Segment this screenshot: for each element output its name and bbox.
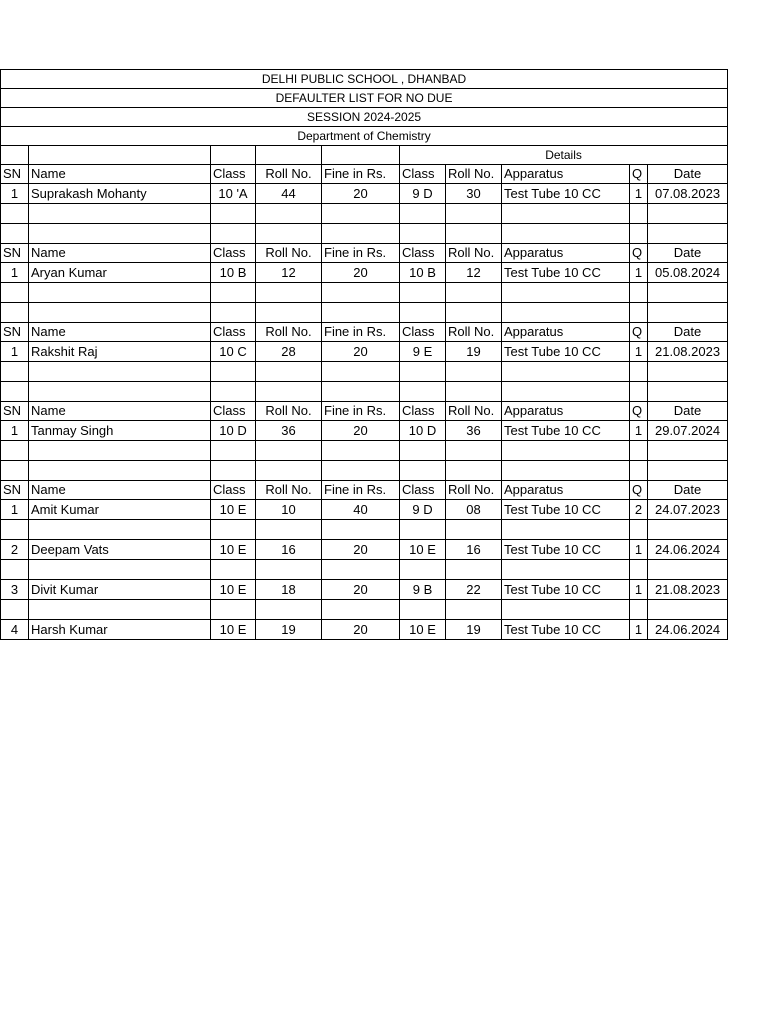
empty-cell [322,441,400,461]
column-header-row [1,402,728,421]
cell-name: Tanmay Singh [29,421,211,441]
cell-q: 1 [630,184,648,204]
empty-cell [648,560,728,580]
empty-cell [1,303,29,323]
empty-cell [322,461,400,481]
empty-cell [446,283,502,303]
column-header-date: Date [648,323,728,342]
cell-roll: 18 [256,580,322,600]
empty-cell [400,224,446,244]
cell-q: 1 [630,580,648,600]
empty-cell [630,600,648,620]
list-title: DEFAULTER LIST FOR NO DUE [1,89,728,108]
column-header-apparatus: Apparatus [502,165,630,184]
empty-cell [648,461,728,481]
empty-cell [322,560,400,580]
cell-roll2: 22 [446,580,502,600]
empty-cell [400,441,446,461]
blank-row [1,560,728,580]
empty-cell [630,520,648,540]
empty-cell [322,362,400,382]
cell-q: 2 [630,500,648,520]
empty-cell [1,204,29,224]
cell-date: 24.07.2023 [648,500,728,520]
cell-class2: 9 D [400,500,446,520]
cell-fine: 20 [322,580,400,600]
cell-name: Rakshit Raj [29,342,211,362]
column-header-name: Name [29,244,211,263]
table-row [1,540,728,560]
empty-cell [648,382,728,402]
empty-cell [211,461,256,481]
cell-roll2: 36 [446,421,502,441]
department-title: Department of Chemistry [1,127,728,146]
blank-row [1,224,728,244]
empty-cell [29,224,211,244]
empty-cell [322,146,400,165]
empty-cell [29,600,211,620]
cell-apparatus: Test Tube 10 CC [502,342,630,362]
cell-apparatus: Test Tube 10 CC [502,580,630,600]
column-header-class2: Class [400,402,446,421]
empty-cell [648,520,728,540]
empty-cell [211,441,256,461]
empty-cell [630,382,648,402]
empty-cell [446,520,502,540]
empty-cell [256,362,322,382]
column-header-roll: Roll No. [256,165,322,184]
cell-date: 24.06.2024 [648,620,728,640]
empty-cell [211,224,256,244]
column-header-fine: Fine in Rs. [322,402,400,421]
column-header-roll2: Roll No. [446,481,502,500]
column-header-date: Date [648,402,728,421]
cell-roll2: 19 [446,342,502,362]
column-header-row [1,481,728,500]
cell-date: 07.08.2023 [648,184,728,204]
empty-cell [29,441,211,461]
cell-fine: 40 [322,500,400,520]
cell-roll: 44 [256,184,322,204]
column-header-class: Class [211,244,256,263]
empty-cell [322,204,400,224]
cell-roll2: 19 [446,620,502,640]
cell-fine: 20 [322,620,400,640]
empty-cell [1,461,29,481]
cell-class2: 10 B [400,263,446,283]
cell-class: 10 E [211,620,256,640]
cell-sn: 4 [1,620,29,640]
column-header-row [1,165,728,184]
cell-date: 05.08.2024 [648,263,728,283]
cell-roll: 10 [256,500,322,520]
empty-cell [29,303,211,323]
column-header-class2: Class [400,481,446,500]
empty-cell [211,303,256,323]
cell-class2: 10 E [400,540,446,560]
empty-cell [502,461,630,481]
school-title: DELHI PUBLIC SCHOOL , DHANBAD [1,70,728,89]
empty-cell [256,146,322,165]
cell-name: Deepam Vats [29,540,211,560]
empty-cell [400,204,446,224]
column-header-name: Name [29,402,211,421]
empty-cell [630,461,648,481]
empty-cell [648,224,728,244]
blank-row [1,303,728,323]
empty-cell [29,362,211,382]
cell-name: Aryan Kumar [29,263,211,283]
cell-class: 10 E [211,500,256,520]
column-header-row [1,323,728,342]
cell-fine: 20 [322,540,400,560]
empty-cell [211,600,256,620]
empty-cell [630,560,648,580]
empty-cell [648,600,728,620]
empty-cell [630,303,648,323]
empty-cell [211,362,256,382]
column-header-roll: Roll No. [256,323,322,342]
empty-cell [256,520,322,540]
cell-class: 10 'A [211,184,256,204]
empty-cell [400,362,446,382]
empty-cell [256,461,322,481]
cell-class2: 10 E [400,620,446,640]
column-header-fine: Fine in Rs. [322,244,400,263]
empty-cell [256,560,322,580]
empty-cell [502,224,630,244]
column-header-q: Q [630,481,648,500]
empty-cell [630,224,648,244]
cell-date: 24.06.2024 [648,540,728,560]
cell-q: 1 [630,540,648,560]
column-header-roll: Roll No. [256,244,322,263]
table-row [1,620,728,640]
cell-class: 10 C [211,342,256,362]
column-header-name: Name [29,323,211,342]
cell-class: 10 B [211,263,256,283]
empty-cell [400,600,446,620]
cell-class: 10 E [211,580,256,600]
cell-q: 1 [630,342,648,362]
empty-cell [256,382,322,402]
empty-cell [256,204,322,224]
cell-fine: 20 [322,184,400,204]
column-header-class: Class [211,481,256,500]
cell-class2: 9 D [400,184,446,204]
column-header-date: Date [648,165,728,184]
empty-cell [1,382,29,402]
column-header-roll2: Roll No. [446,165,502,184]
empty-cell [630,362,648,382]
column-header-name: Name [29,165,211,184]
empty-cell [322,520,400,540]
column-header-sn: SN [1,402,29,421]
empty-cell [322,600,400,620]
column-header-fine: Fine in Rs. [322,323,400,342]
cell-name: Suprakash Mohanty [29,184,211,204]
empty-cell [400,382,446,402]
cell-name: Harsh Kumar [29,620,211,640]
cell-roll2: 30 [446,184,502,204]
cell-q: 1 [630,263,648,283]
blank-row [1,382,728,402]
cell-sn: 1 [1,184,29,204]
cell-fine: 20 [322,263,400,283]
column-header-sn: SN [1,481,29,500]
empty-cell [256,283,322,303]
cell-apparatus: Test Tube 10 CC [502,421,630,441]
blank-row [1,520,728,540]
empty-cell [29,520,211,540]
empty-cell [502,283,630,303]
empty-cell [1,224,29,244]
blank-row [1,461,728,481]
cell-class: 10 D [211,421,256,441]
session-title: SESSION 2024-2025 [1,108,728,127]
empty-cell [211,146,256,165]
empty-cell [29,146,211,165]
empty-cell [630,283,648,303]
column-header-class: Class [211,402,256,421]
column-header-roll2: Roll No. [446,323,502,342]
empty-cell [502,600,630,620]
table-row [1,500,728,520]
empty-cell [630,204,648,224]
table-row [1,263,728,283]
blank-row [1,441,728,461]
cell-date: 29.07.2024 [648,421,728,441]
blank-row [1,362,728,382]
empty-cell [256,600,322,620]
cell-sn: 1 [1,342,29,362]
column-header-q: Q [630,165,648,184]
cell-fine: 20 [322,421,400,441]
details-heading: Details [400,146,728,165]
table-row [1,421,728,441]
table-row [1,184,728,204]
empty-cell [322,283,400,303]
column-header-q: Q [630,323,648,342]
column-header-class: Class [211,165,256,184]
empty-cell [648,303,728,323]
empty-cell [502,362,630,382]
cell-apparatus: Test Tube 10 CC [502,500,630,520]
column-header-sn: SN [1,165,29,184]
table-row [1,580,728,600]
cell-q: 1 [630,421,648,441]
empty-cell [648,283,728,303]
empty-cell [256,224,322,244]
column-header-sn: SN [1,244,29,263]
column-header-class2: Class [400,244,446,263]
column-header-class: Class [211,323,256,342]
cell-apparatus: Test Tube 10 CC [502,263,630,283]
cell-sn: 2 [1,540,29,560]
blank-row [1,600,728,620]
cell-apparatus: Test Tube 10 CC [502,540,630,560]
empty-cell [400,520,446,540]
empty-cell [1,283,29,303]
empty-cell [630,441,648,461]
column-header-fine: Fine in Rs. [322,165,400,184]
empty-cell [502,382,630,402]
cell-class2: 10 D [400,421,446,441]
cell-class2: 9 E [400,342,446,362]
cell-apparatus: Test Tube 10 CC [502,184,630,204]
column-header-roll: Roll No. [256,402,322,421]
cell-roll2: 12 [446,263,502,283]
cell-sn: 1 [1,421,29,441]
empty-cell [446,560,502,580]
empty-cell [1,146,29,165]
empty-cell [211,560,256,580]
cell-roll: 19 [256,620,322,640]
empty-cell [400,303,446,323]
cell-date: 21.08.2023 [648,580,728,600]
empty-cell [322,303,400,323]
defaulter-list-sheet [0,69,728,640]
cell-roll: 28 [256,342,322,362]
cell-roll: 16 [256,540,322,560]
column-header-fine: Fine in Rs. [322,481,400,500]
table-row [1,342,728,362]
empty-cell [446,303,502,323]
cell-name: Amit Kumar [29,500,211,520]
empty-cell [322,382,400,402]
empty-cell [400,560,446,580]
cell-class: 10 E [211,540,256,560]
empty-cell [446,600,502,620]
empty-cell [400,461,446,481]
empty-cell [446,362,502,382]
empty-cell [211,382,256,402]
empty-cell [446,461,502,481]
empty-cell [502,204,630,224]
cell-class2: 9 B [400,580,446,600]
empty-cell [648,362,728,382]
empty-cell [446,382,502,402]
cell-sn: 3 [1,580,29,600]
column-header-roll2: Roll No. [446,244,502,263]
column-header-q: Q [630,402,648,421]
empty-cell [648,441,728,461]
empty-cell [446,204,502,224]
empty-cell [29,560,211,580]
empty-cell [400,283,446,303]
cell-roll2: 16 [446,540,502,560]
empty-cell [29,461,211,481]
empty-cell [1,520,29,540]
empty-cell [211,520,256,540]
column-header-roll2: Roll No. [446,402,502,421]
column-header-apparatus: Apparatus [502,481,630,500]
empty-cell [322,224,400,244]
column-header-class2: Class [400,323,446,342]
empty-cell [29,283,211,303]
blank-row [1,204,728,224]
empty-cell [1,362,29,382]
empty-cell [446,224,502,244]
cell-roll: 12 [256,263,322,283]
empty-cell [1,560,29,580]
empty-cell [211,283,256,303]
cell-fine: 20 [322,342,400,362]
column-header-apparatus: Apparatus [502,402,630,421]
column-header-name: Name [29,481,211,500]
empty-cell [256,441,322,461]
cell-sn: 1 [1,263,29,283]
column-header-apparatus: Apparatus [502,323,630,342]
empty-cell [648,204,728,224]
empty-cell [1,600,29,620]
cell-roll2: 08 [446,500,502,520]
column-header-q: Q [630,244,648,263]
column-header-row [1,244,728,263]
empty-cell [1,441,29,461]
cell-date: 21.08.2023 [648,342,728,362]
empty-cell [446,441,502,461]
blank-row [1,283,728,303]
cell-sn: 1 [1,500,29,520]
empty-cell [502,560,630,580]
empty-cell [502,303,630,323]
column-header-class2: Class [400,165,446,184]
column-header-sn: SN [1,323,29,342]
empty-cell [29,382,211,402]
cell-q: 1 [630,620,648,640]
column-header-apparatus: Apparatus [502,244,630,263]
empty-cell [502,520,630,540]
empty-cell [502,441,630,461]
column-header-date: Date [648,481,728,500]
cell-roll: 36 [256,421,322,441]
empty-cell [211,204,256,224]
empty-cell [256,303,322,323]
cell-name: Divit Kumar [29,580,211,600]
column-header-roll: Roll No. [256,481,322,500]
column-header-date: Date [648,244,728,263]
empty-cell [29,204,211,224]
cell-apparatus: Test Tube 10 CC [502,620,630,640]
